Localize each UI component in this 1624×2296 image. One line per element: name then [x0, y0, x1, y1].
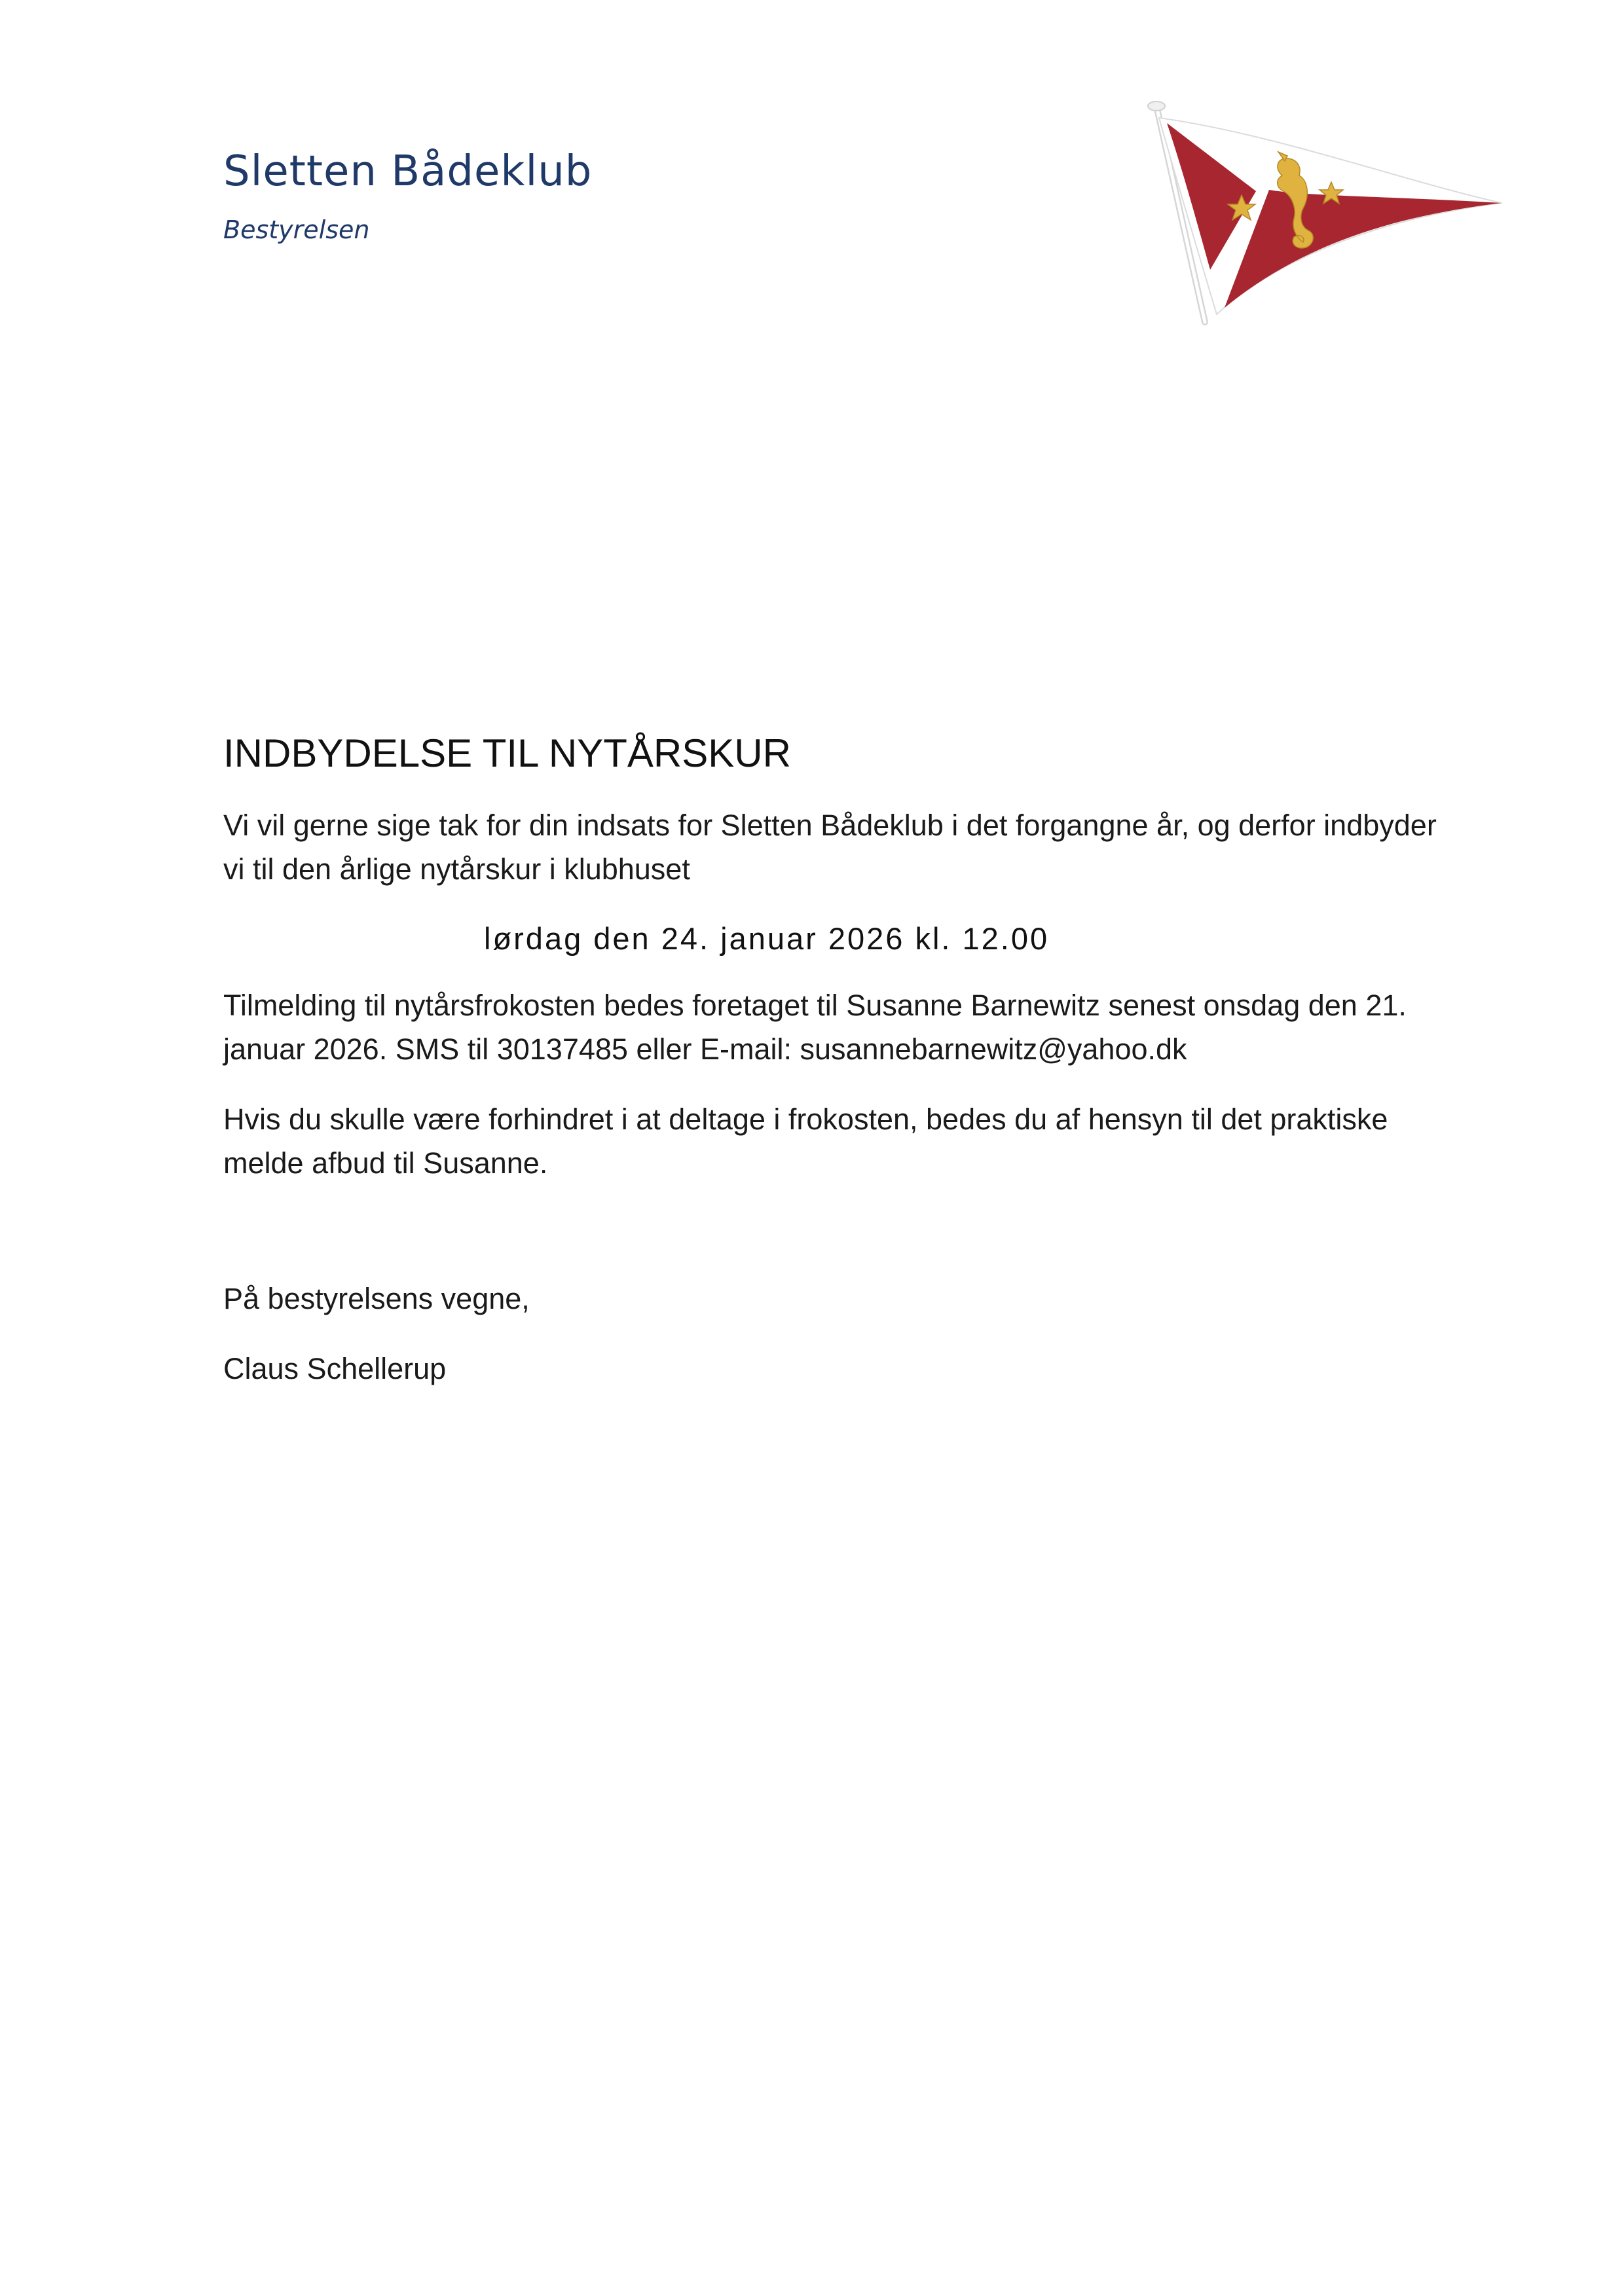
closing-line: På bestyrelsens vegne,	[223, 1282, 530, 1316]
event-date: lørdag den 24. januar 2026 kl. 12.00	[484, 921, 1050, 956]
intro-paragraph: Vi vil gerne sige tak for din indsats for Sletten Bådeklub i det forgangne år, og derfor indbyder vi til den årlige nytårskur i klubhuset	[223, 809, 1437, 886]
letterhead	[223, 147, 593, 244]
cancellation-paragraph: Hvis du skulle være forhindret i at deltage i frokosten, bedes du af hensyn til det praktiske melde afbud til Susanne.	[223, 1102, 1388, 1180]
letter-body	[223, 730, 1454, 1391]
letterhead-subtitle: Bestyrelsen	[223, 215, 370, 244]
signature-name: Claus Schellerup	[223, 1352, 447, 1386]
letter-heading: INDBYDELSE TIL NYTÅRSKUR	[223, 731, 791, 775]
club-name: Sletten Bådeklub	[223, 147, 593, 196]
club-burgee-icon	[1145, 98, 1511, 334]
registration-paragraph: Tilmelding til nytårsfrokosten bedes foretaget til Susanne Barnewitz senest onsdag den 21. januar 2026. SMS til 30137485 eller E-mail: susannebarnewitz@yahoo.dk	[223, 989, 1407, 1066]
